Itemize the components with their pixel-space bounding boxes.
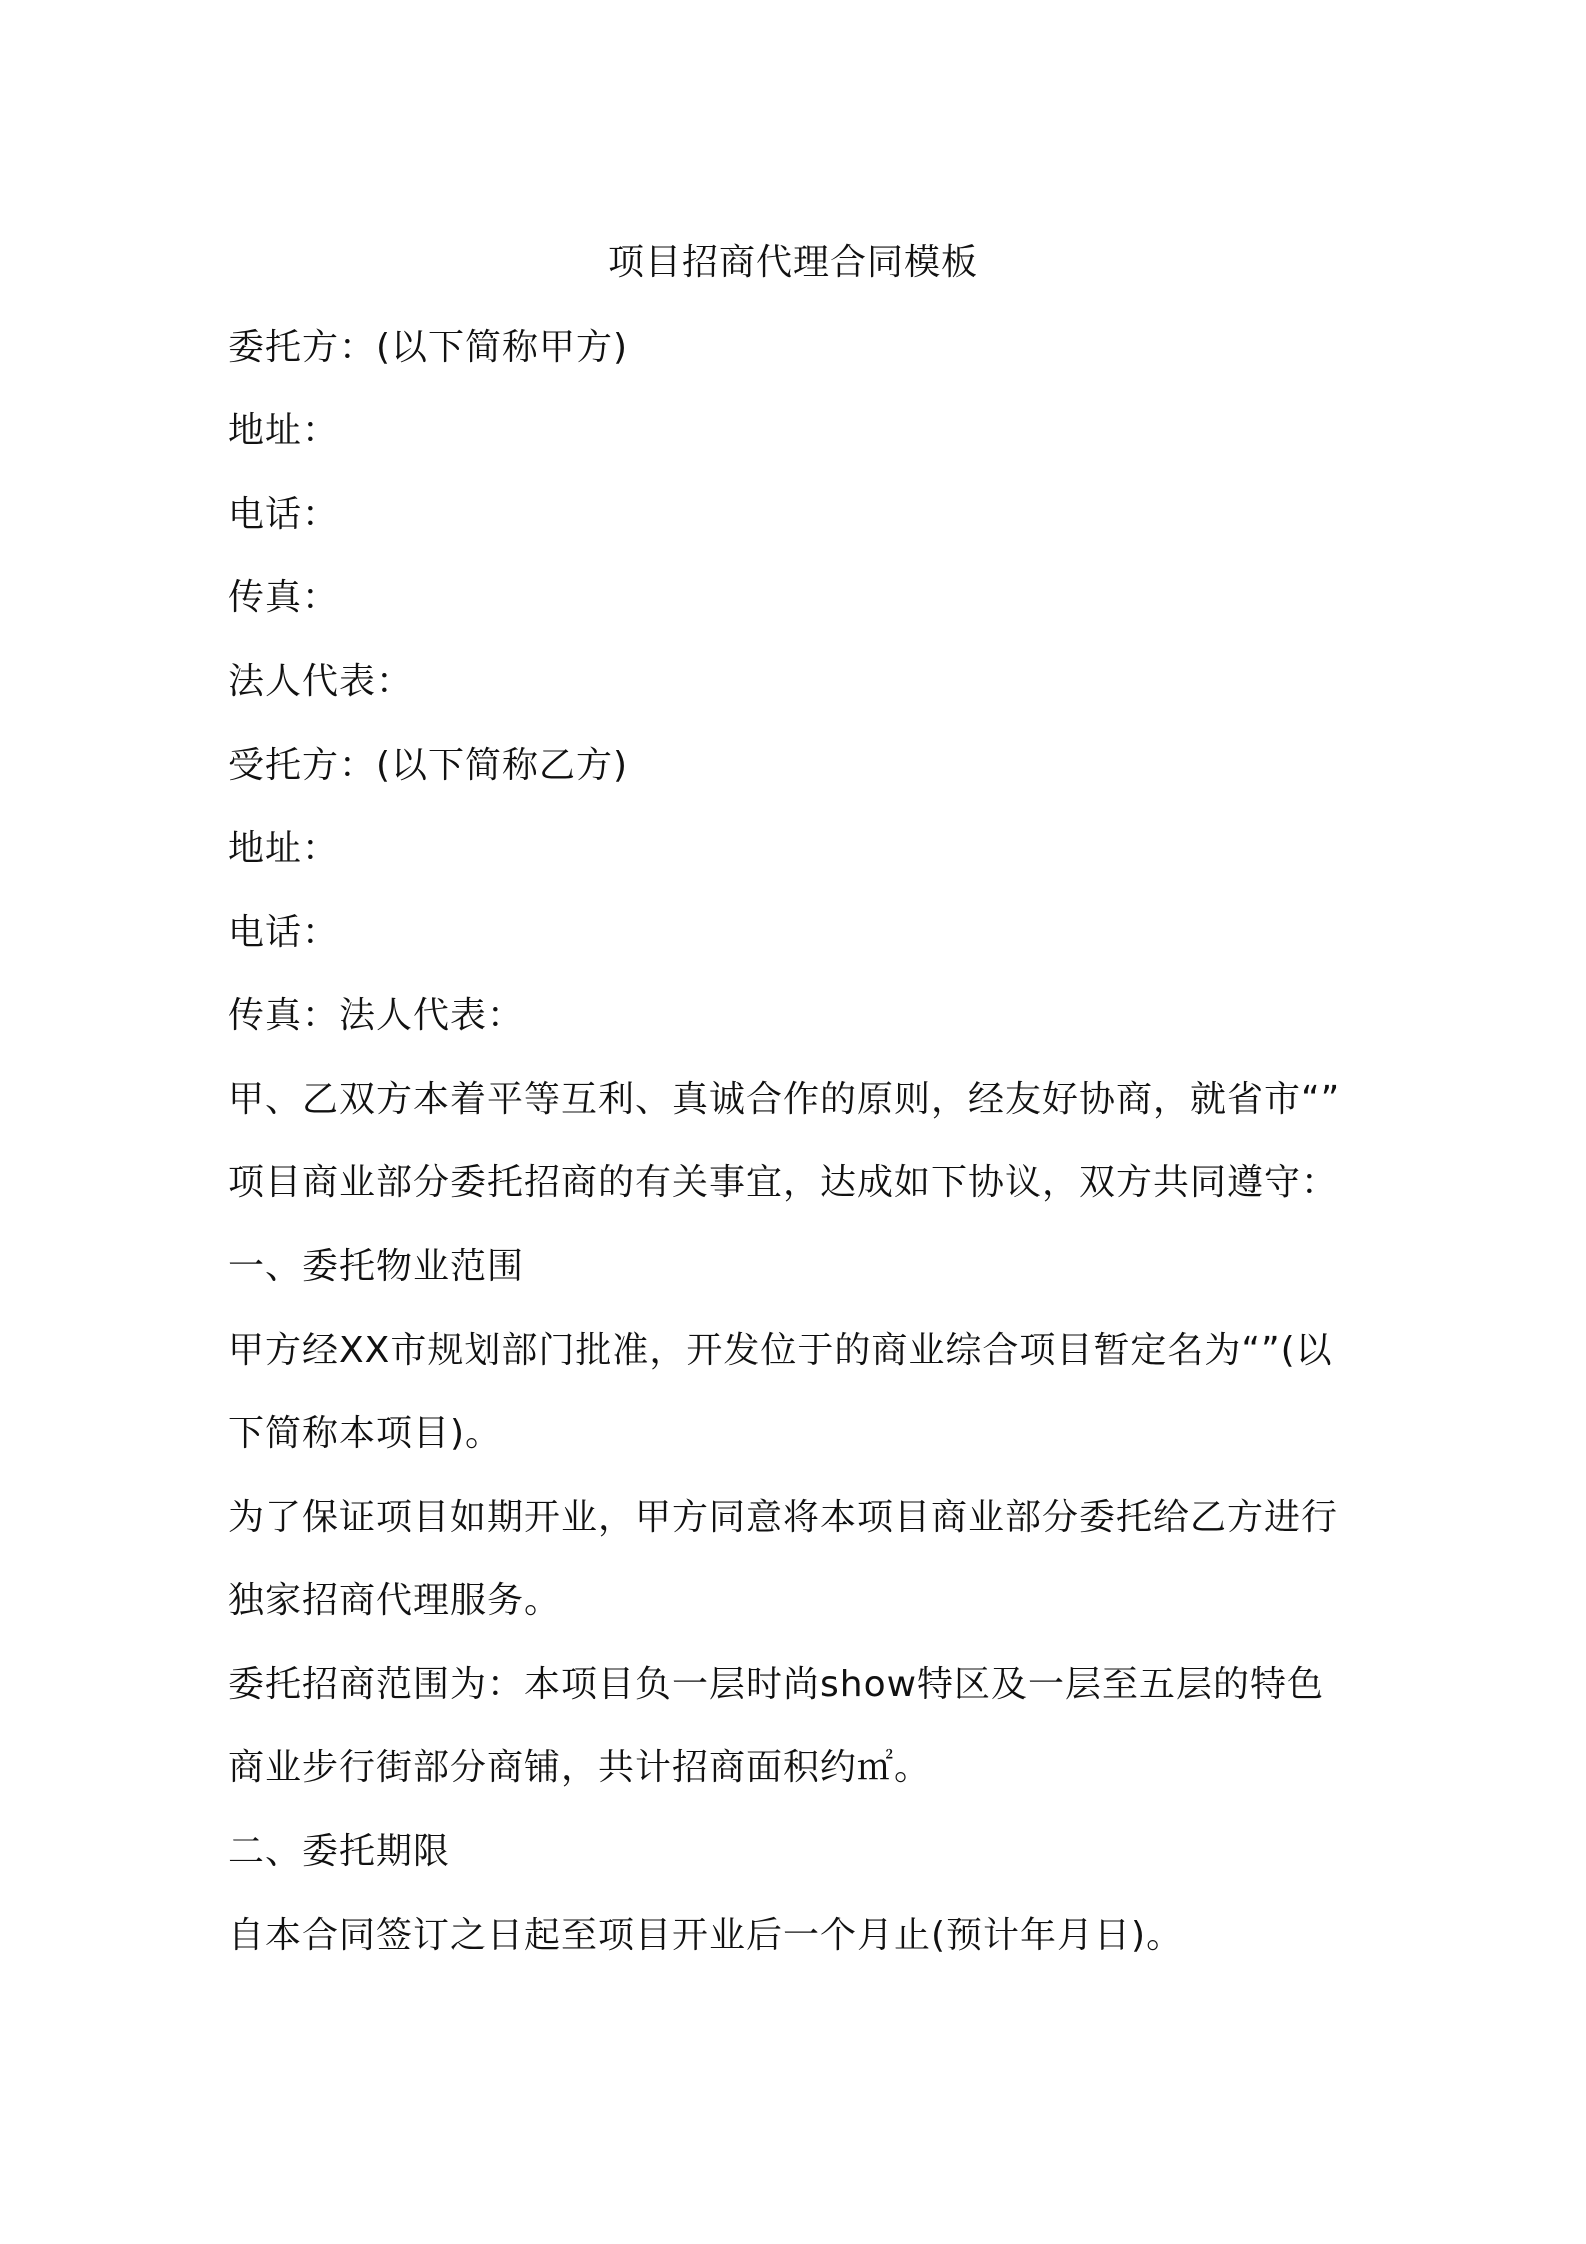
section-1-para-2-line-2: 独家招商代理服务。	[228, 1580, 562, 1621]
section-2-para-1: 自本合同签订之日起至项目开业后一个月止(预计年月日)。	[228, 1915, 1184, 1956]
preamble-line-2: 项目商业部分委托招商的有关事宜，达成如下协议，双方共同遵守：	[228, 1162, 1339, 1203]
document-title: 项目招商代理合同模板	[607, 242, 978, 283]
party-b-fax-legal-rep: 传真：法人代表：	[228, 995, 525, 1036]
section-1-para-2-line-1: 为了保证项目如期开业，甲方同意将本项目商业部分委托给乙方进行	[228, 1497, 1339, 1538]
section-1-para-3-line-2: 商业步行街部分商铺，共计招商面积约㎡。	[228, 1747, 932, 1788]
party-b-label: 受托方：(以下简称乙方)	[228, 745, 629, 786]
section-1-para-1-line-2: 下简称本项目)。	[228, 1413, 503, 1454]
party-a-legal-rep: 法人代表：	[228, 661, 414, 702]
party-a-label: 委托方：(以下简称甲方)	[228, 327, 629, 368]
party-a-phone: 电话：	[228, 494, 340, 535]
party-a-fax: 传真：	[228, 577, 340, 618]
preamble-line-1: 甲、乙双方本着平等互利、真诚合作的原则，经友好协商，就省市“”	[228, 1079, 1341, 1120]
section-2-heading: 二、委托期限	[228, 1831, 451, 1872]
section-1-heading: 一、委托物业范围	[228, 1246, 525, 1287]
section-1-para-1-line-1: 甲方经XX市规划部门批准，开发位于的商业综合项目暂定名为“”(以	[228, 1330, 1333, 1371]
party-b-address: 地址：	[228, 828, 340, 869]
section-1-para-3-line-1: 委托招商范围为：本项目负一层时尚show特区及一层至五层的特色	[228, 1664, 1325, 1705]
party-a-address: 地址：	[228, 410, 340, 451]
party-b-phone: 电话：	[228, 912, 340, 953]
